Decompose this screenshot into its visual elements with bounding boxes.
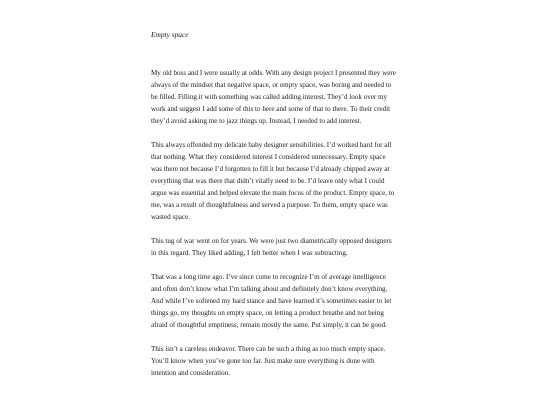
paragraph-3: This tug of war went on for years. We were just two diametrically opposed designers in this regard. They liked adding, I felt better when I was subtracting. [151,237,392,257]
article-body [151,67,396,379]
article-title: Empty space [151,30,189,39]
paragraph-2: This always offended my delicate baby designer sensibilities. I’d worked hard for all that nothing. What they considered interest I considered unnecessary. Empty space was there not because I’d forgotten to fill it but because I’d already chipped away at everything that was there that didn’t vitally need to be. I’d leave only what I could argue was essential and helped elevate the main focus of the product. Empty space, to me, was a result of thoughtfulness and served a purpose. To them, empty space was wasted space. [151,141,395,221]
paragraph-4: That was a long time ago. I’ve since come to recognize I’m of average intelligence and often don’t know what I’m talking about and definitely don’t know everything. And while I’ve softened my hard stance and have learned it’s sometimes easier to let things go, my thoughts on empty space, on letting a product breathe and not being afraid of thoughtful emptiness, remain mostly the same. Put simply, it can be good. [151,273,392,329]
article [151,29,396,391]
paragraph-1: My old boss and I were usually at odds. With any design project I presented they were always of the mindset that negative space, or empty space, was boring and needed to be filled. Filling it with something was called adding interest. They’d look over my work and suggest I add some of this to here and some of that to there. To their credit they’d avoid asking me to jazz things up. Instead, I needed to add interest. [151,69,396,125]
paragraph-5: This isn’t a careless endeavor. There can be such a thing as too much empty space. You’ll know when you’ve gone too far. Just make sure everything is done with intention and consideration. [151,345,386,377]
